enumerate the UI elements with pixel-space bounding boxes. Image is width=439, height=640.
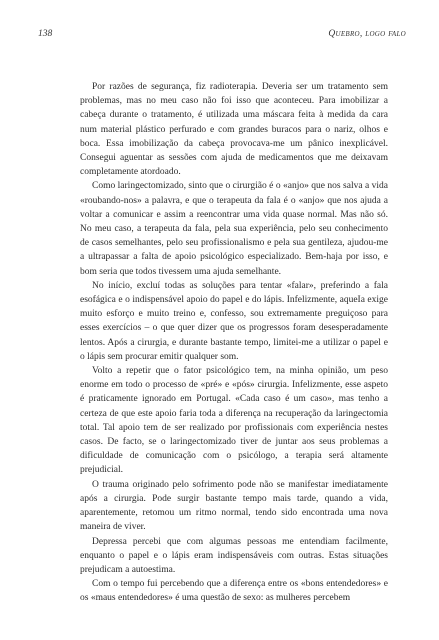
body-text — [80, 80, 388, 606]
paragraph: Depressa percebi que com algumas pessoas me entendiam facilmente, enquanto o papel e o lápis eram indispensáveis com outras. Estas situações prejudicam a autoestima. — [80, 536, 388, 575]
paragraph: No início, excluí todas as soluções para tentar «falar», preferindo a fala esofágica e o indispensável apoio do papel e do lápis. Infelizmente, aqueIa exige muito esforço e muito treino e, confesso, sou extremamente preguiçoso para esses exercícios – o que quer dizer que os progressos foram desesperadamente lentos. Após a cirurgia, e durante bastante tempo, limitei-me a utilizar o papel e o lápis sem procurar emitir qualquer som. — [80, 280, 388, 362]
running-header — [38, 29, 406, 43]
paragraph: Volto a repetir que o fator psicológico tem, na minha opinião, um peso enorme em todo o processo de «pré» e «pós» cirurgia. Infelizmente, esse aspeto é praticamente ignorado em Portugal. «Cada caso é um caso», mas tenho a certeza de que este apoio faria toda a diferença na recuperação da laringectomia total. Tal apoio tem de ser realizado por profissionais com experiência nestes casos. De facto, se o laringectomizado tiver de juntar aos seus problemas a dificuldade de comunicação com o psicólogo, a terapia será altamente prejudicial. — [80, 366, 388, 476]
paragraph: Por razões de segurança, fiz radioterapia. Deveria ser um tratamento sem problemas, mas no meu caso não foi isso que aconteceu. Para imobilizar a cabeça durante o tratamento, é utilizada uma máscara feita à medida da cara num material plástico perfurado e com grandes buracos para o nariz, olhos e boca. Essa imobilização da cabeça provocava-me um pânico inexplicável. Consegui aguentar as sessões com ajuda de medicamentos que me deixavam completamente atordoado. — [80, 82, 388, 178]
page-number: 138 — [38, 29, 53, 39]
paragraph: O trauma originado pelo sofrimento pode não se manifestar imediatamente após a cirurgia. Pode surgir bastante tempo mais tarde, quando a vida, aparentemente, retomou um ritmo normal, tendo sido encontrada uma nova maneira de viver. — [80, 479, 388, 533]
paragraph: Com o tempo fui percebendo que a diferença entre os «bons entendedores» e os «maus entendedores» é uma questão de sexo: as mulheres percebem — [80, 579, 388, 604]
running-title: Quebro, logo falo — [328, 29, 406, 39]
paragraph: Como laringectomizado, sinto que o cirurgião é o «anjo» que nos salva a vida «roubando-nos» a palavra, e que o terapeuta da fala é o «anjo» que nos ajuda a voltar a comunicar e assim a reencontrar uma vida quase normal. Mas não só. No meu caso, a terapeuta da fala, pela sua experiência, pelo seu conhecimento de casos semelhantes, pelo seu profissionalismo e pela sua gentileza, ajudou-me a ultrapassar a falta de apoio psicológico especializado. Bem-haja por isso, e bom seria que todos tivessem uma ajuda semelhante. — [80, 181, 388, 277]
